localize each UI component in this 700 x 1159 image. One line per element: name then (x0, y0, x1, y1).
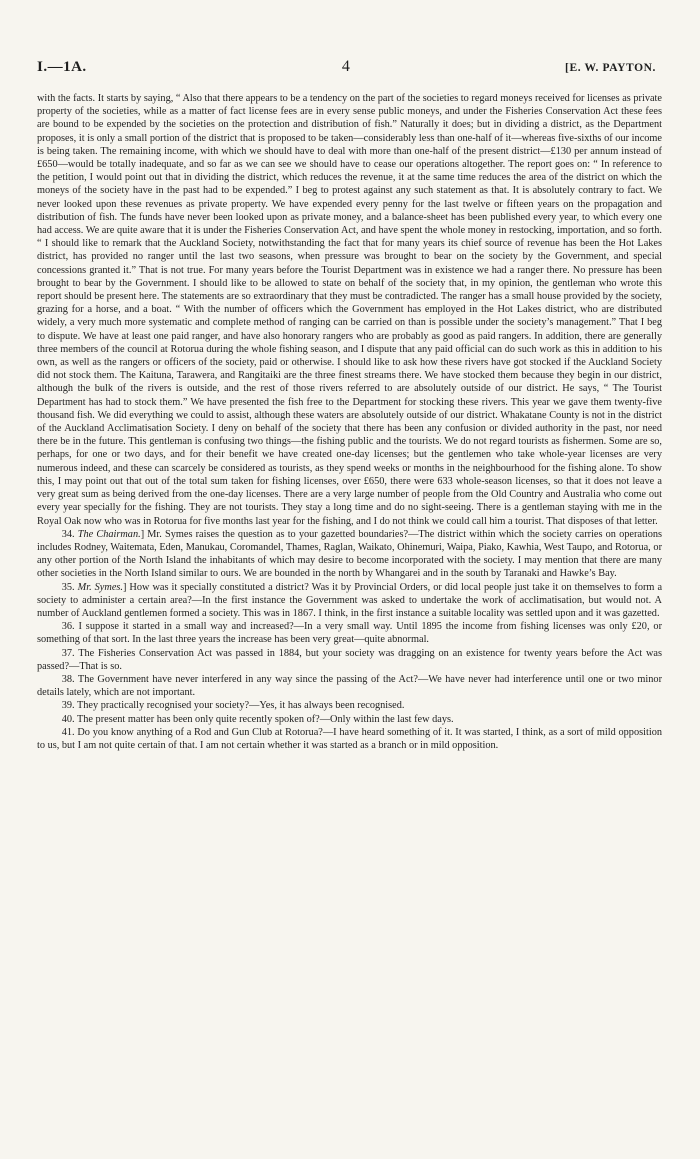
question-41: 41. Do you know anything of a Rod and Gun Club at Rotorua?—I have heard something of it. It was started, I think, as a sort of mild opposition to us, but I am not quite certain of that. I am not certain whether it was started as a branch or in mild opposition. (37, 726, 662, 751)
question-number: 34. (61, 528, 78, 540)
paper-reference: I.—1A. (37, 59, 87, 75)
page-header (37, 58, 662, 76)
question-35 (37, 581, 662, 621)
question-40: 40. The present matter has been only quite recently spoken of?—Only within the last few days. (61, 713, 454, 725)
question-text: ] Mr. Symes raises the question as to your gazetted boundaries?—The district within which the society carries on operations includes Rodney, Waitemata, Eden, Manukau, Coromandel, Thames, Raglan, Waikato, Ohinemuri, Waipa, Piako, Kawhia, West Taupo, and Rotorua, or any other portion of the North Island the inhabitants of which may desire to become incorporated with the society. I may mention that there are many other societies in the North Island similar to ours. We are bounded in the north by Whangarei and in the south by Taranaki and Hawke’s Bay. (37, 528, 662, 580)
question-text: ] How was it specially constituted a district? Was it by Provincial Orders, or did local people just take it on themselves to form a society to administer a certain area?—In the first instance the Government was asked to undertake the work of acclimatisation, but would not. A number of Auckland gentlemen formed a society. This was in 1867. I think, in the first instance a suitable locality was settled upon and it was gazetted. (37, 581, 663, 619)
question-37: 37. The Fisheries Conservation Act was passed in 1884, but your society was dragging on an existence for twenty years before the Act was passed?—That is so. (37, 647, 662, 672)
question-number: 35. (61, 581, 78, 593)
question-36: 36. I suppose it started in a small way and increased?—In a very small way. Until 1895 the income from fishing licenses was only £20, or something of that sort. In the last three years the increase has been very great—quite abnormal. (37, 621, 662, 646)
speaker-name: The Chairman. (77, 528, 141, 540)
speaker-name: Mr. Symes. (77, 581, 123, 593)
question-38: 38. The Government have never interfered in any way since the passing of the Act?—We have never had interference until one or two minor details lately, which are not important. (37, 673, 662, 699)
question-39: 39. They practically recognised your society?—Yes, it has always been recognised. (61, 700, 405, 712)
question-34 (37, 528, 662, 581)
page-number: 4 (341, 58, 350, 75)
paragraph-continuation: with the facts. It starts by saying, “ Also that there appears to be a tendency on the part of the societies to regard moneys received for licenses as private property of the societies, while as a matter of fact license fees are in every sense public moneys, and under the Fisheries Conservation Act these fees are bound to be expended by the societies on the protection and distribution of fish.” Naturally it does; but in dividing a district, as the Department proposes, it is only a small portion of the district that is proposed to be taken—considerably less than one-half of it—whereas five-sixths of our income is being taken. The remaining income, with which we should have to deal with more than one-half of the present district—£130 per annum instead of £650—would be totally inadequate, and so far as we can see we should have to cease our operations altogether. The report goes on: “ In reference to the petition, I would point out that in dividing the district, which reduces the revenue, it at the same time reduces the area of the district on which the moneys of the society have in the past had to be expended.” I beg to protest against any such statement as that. It is absolutely contrary to fact. We never looked upon these revenues as private property. We have expended every penny for the last twelve or fifteen years on the propagation and distribution of fish. The funds have never been looked upon as private money, and a balance-sheet has been published every year, to which every one had access. We are quite aware that it is under the Fisheries Conservation Act, and have spent the whole money in restocking, importation, and so forth. “ I should like to remark that the Auckland Society, notwithstanding the fact that for many years its chief source of revenue has been the Hot Lakes district, has provided no ranger until the last two seasons, when pressure was brought to bear on the society by the Government, and special concessions granted it.” That is not true. For many years before the Tourist Department was in existence we had a ranger there. No pressure has been brought to bear by the Government. I should like to be allowed to state on behalf of the society that, in my opinion, the gentleman who wrote this report should be present here. The statements are so extraordinary that they must be contradicted. The ranger has a small house provided by the society, grazing for a horse, and a boat. “ With the number of officers which the Government has employed in the Hot Lakes district, who are distributed widely, a very much more systematic and complete method of ranging can be carried on than is possible under the society’s management.” That I beg to dispute. We have at least one paid ranger, and have also honorary rangers who are probably as good as paid rangers. In addition, there are generally three members of the council at Rotorua during the whole fishing season, and I dispute that any paid official can do such work as this in addition to his own, as well as the rangers or officers of the society, paid or otherwise. I should like to ask how these rivers have got stocked if the Auckland Society did not stock them. The Kaituna, Tarawera, and Rangitaiki are the three finest streams there. We have stocked them because they begin in our district, although the bulk of the rivers is outside, and the rest of those rivers referred to are absolutely outside of our district. He says, “ The Tourist Department has had to stock them.” We have presented the fish free to the Department for stocking these rivers. This year we gave them twenty-five thousand fish. We did everything we could to assist, although these waters are absolutely outside of our district. Whakatane County is not in the district of the Auckland Acclimatisation Society. I deny on behalf of the society that there has been any confusion or divided authority in the past, nor need there be in the future. This gentleman is confusing two things—the fishing public and the tourists. We do not regard tourists as fishermen. Some are so, perhaps, for one or two days, and for their benefit we have created one-day licenses; but the gentlemen who take whole-year licenses are very numerous indeed, and these can scarcely be considered as tourists, as they spend weeks or months in the neighbourhood for the fishing alone. To show this, I may point out that out of the total sum taken for fishing licenses, over £650, there were 633 whole-season licenses, so that it does not leave a very great sum as being derived from the one-day licenses. There are a very large number of people from the Old Country and Australia who come out every year specially for the fishing. They are not tourists. They stay a long time and do no sight-seeing. There is a gentleman staying with me in the Royal Oak now who was in Rotorua for five months last year for the fishing, and I do not think we could call him a tourist. That disposes of that letter. (37, 93, 662, 527)
witness-name: [E. W. PAYTON. (565, 62, 656, 74)
document-body (37, 92, 662, 752)
